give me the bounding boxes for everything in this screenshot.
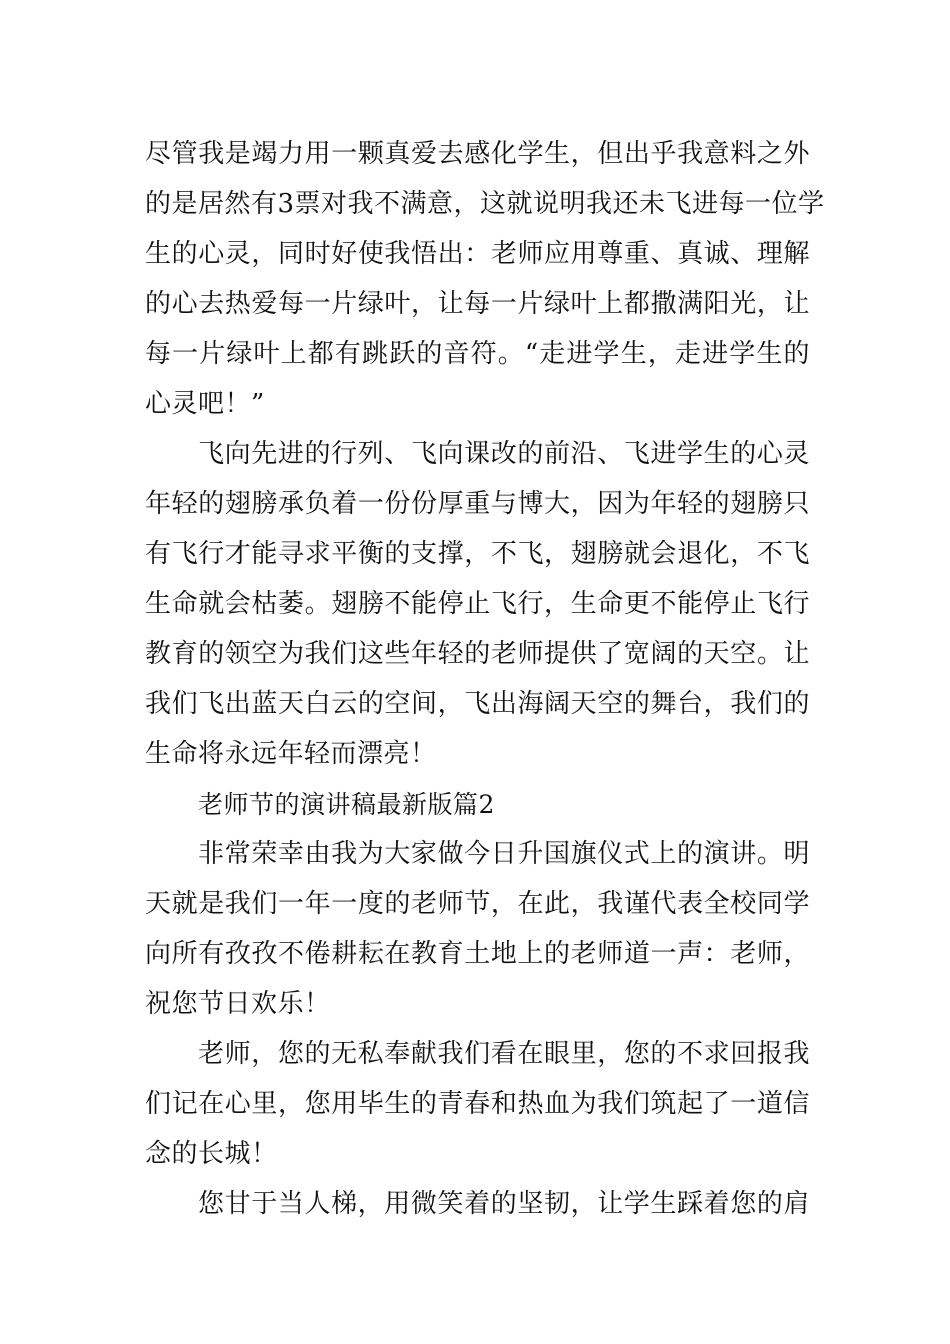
paragraph-line: 老师，您的无私奉献我们看在眼里，您的不求回报我 [198,1039,810,1069]
paragraph-line: 的心去热爱每一片绿叶，让每一片绿叶上都撒满阳光，让 [145,289,810,319]
paragraph-line: 每一片绿叶上都有跳跃的音符。“走进学生，走进学生的 [145,339,810,369]
paragraph-line: 生命就会枯萎。翅膀不能停止飞行，生命更不能停止飞行 [145,589,810,619]
paragraph-line: 教育的领空为我们这些年轻的老师提供了宽阔的天空。让 [145,639,810,669]
paragraph-line: 年轻的翅膀承负着一份份厚重与博大，因为年轻的翅膀只 [145,489,810,519]
paragraph-line: 念的长城！ [145,1139,278,1169]
paragraph-line: 飞向先进的行列、飞向课改的前沿、飞进学生的心灵 [198,439,810,469]
paragraph-line: 有飞行才能寻求平衡的支撑，不飞，翅膀就会退化，不飞 [145,539,810,569]
paragraph-line: 生命将永远年轻而漂亮！ [145,739,437,769]
paragraph-line: 心灵吧！” [145,389,265,419]
paragraph-line: 您甘于当人梯，用微笑着的坚韧，让学生踩着您的肩 [198,1189,810,1219]
paragraph-line: 我们飞出蓝天白云的空间，飞出海阔天空的舞台，我们的 [145,689,810,719]
paragraph-line: 祝您节日欢乐！ [145,989,331,1019]
section-heading: 老师节的演讲稿最新版篇2 [198,790,495,819]
paragraph-line: 向所有孜孜不倦耕耘在教育土地上的老师道一声：老师， [145,939,810,969]
paragraph-line: 非常荣幸由我为大家做今日升国旗仪式上的演讲。明 [198,839,810,869]
paragraph-line: 的是居然有3票对我不满意，这就说明我还未飞进每一位学 [145,189,825,219]
paragraph-line: 天就是我们一年一度的老师节，在此，我谨代表全校同学 [145,889,810,919]
paragraph-line: 生的心灵，同时好使我悟出：老师应用尊重、真诚、理解 [145,239,810,269]
paragraph-line: 尽管我是竭力用一颗真爱去感化学生，但出乎我意料之外 [145,139,810,169]
paragraph-line: 们记在心里，您用毕生的青春和热血为我们筑起了一道信 [145,1089,810,1119]
